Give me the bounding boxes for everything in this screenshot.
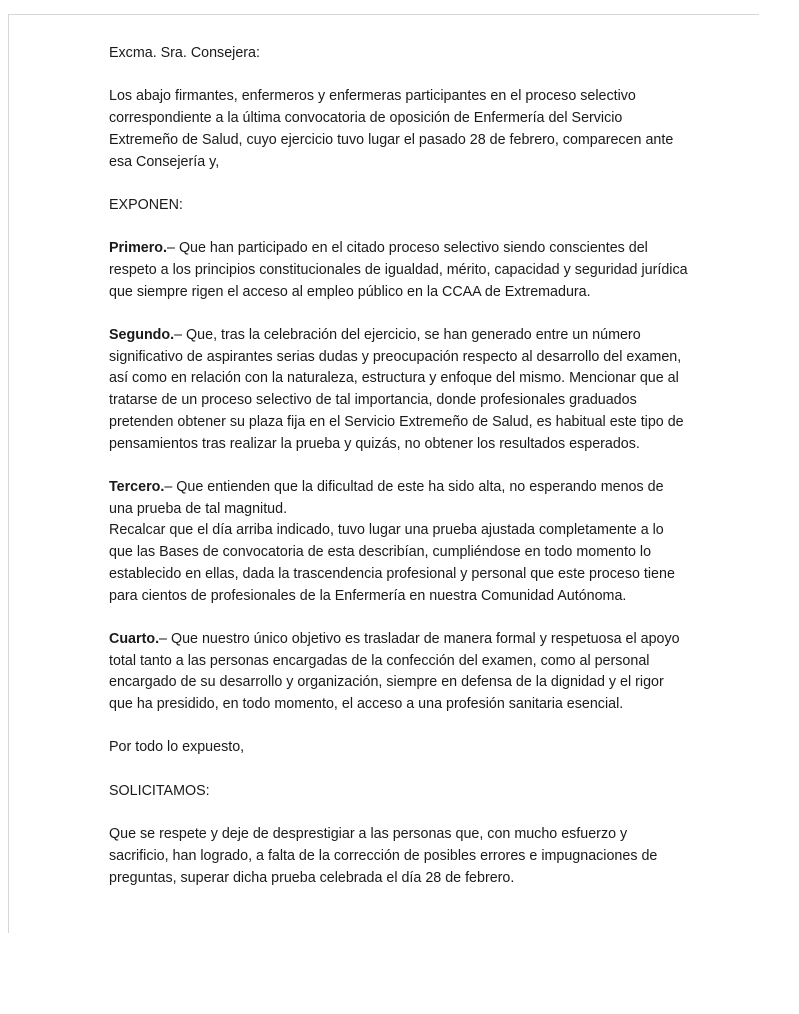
tercero-paragraph-continued: Recalcar que el día arriba indicado, tuvo lugar una prueba ajustada completamente a lo que las Bases de convocatoria de esta describían, cumpliéndose en todo momento lo establecido en ellas, dada la trascendencia profesional y personal que este proceso tiene para cientos de profesionales de la Enfermería en nuestra Comunidad Autónoma. bbox=[109, 522, 675, 604]
tercero-text: – Que entienden que la dificultad de este ha sido alta, no esperando menos de una prueba de tal magnitud. bbox=[109, 478, 664, 517]
cuarto-lead: Cuarto. bbox=[109, 630, 160, 647]
paragraph-gap bbox=[109, 607, 689, 629]
salutation: Excma. Sra. Consejera: bbox=[109, 45, 260, 61]
segundo-lead: Segundo. bbox=[109, 327, 175, 344]
intro-paragraph: Los abajo firmantes, enfermeros y enfermeras participantes en el proceso selectivo correspondiente a la última convocatoria de oposición de Enfermería del Servicio Extremeño de Salud, cuyo ejercicio tuvo lugar el pasado 28 de febrero, comparecen ante esa Consejería y, bbox=[109, 88, 674, 170]
primero-text: – Que han participado en el citado proceso selectivo siendo conscientes del respeto a los principios constitucionales de igualdad, mérito, capacidad y seguridad jurídica que siempre rigen el acceso al empleo público en la CCAA de Extremadura. bbox=[109, 240, 688, 300]
document-body bbox=[109, 43, 689, 889]
paragraph-gap bbox=[109, 759, 689, 781]
document-page bbox=[8, 14, 759, 933]
solicitamos-heading: SOLICITAMOS: bbox=[109, 782, 210, 799]
cuarto-paragraph bbox=[109, 629, 689, 716]
paragraph-gap bbox=[109, 217, 689, 239]
closing-intro: Por todo lo expuesto, bbox=[109, 739, 245, 756]
segundo-text: – Que, tras la celebración del ejercicio, se han generado entre un número significativo de aspirantes serias dudas y preocupación respecto al desarrollo del examen, así como en relación con la naturaleza, estructura y enfoque del mismo. Mencionar que al tratarse de un proceso selectivo de tal importancia, donde profesionales graduados pretenden obtener su plaza fija en el Servicio Extremeño de Salud, es habitual este tipo de pensamientos tras realizar la prueba y quizás, no obtener los resultados esperados. bbox=[109, 327, 684, 452]
request-paragraph: Que se respete y deje de desprestigiar a las personas que, con mucho esfuerzo y sacrificio, han logrado, a falta de la corrección de posibles errores e impugnaciones de preguntas, superar dicha prueba celebrada el día 28 de febrero. bbox=[109, 826, 658, 886]
paragraph-gap bbox=[109, 716, 689, 738]
paragraph-gap bbox=[109, 802, 689, 824]
tercero-lead: Tercero. bbox=[109, 478, 165, 495]
primero-lead: Primero. bbox=[109, 240, 168, 257]
segundo-paragraph bbox=[109, 325, 689, 455]
primero-paragraph bbox=[109, 238, 689, 303]
cuarto-text: – Que nuestro único objetivo es trasladar de manera formal y respetuosa el apoyo total tanto a las personas encargadas de la confección del examen, como al personal encargado de su desarrollo y organización, siempre en defensa de la dignidad y el rigor que ha presidido, en todo momento, el acceso a una profesión sanitaria esencial. bbox=[109, 630, 680, 712]
tercero-paragraph bbox=[109, 477, 689, 520]
paragraph-gap bbox=[109, 173, 689, 195]
paragraph-gap bbox=[109, 65, 689, 87]
paragraph-gap bbox=[109, 455, 689, 477]
exponen-heading: EXPONEN: bbox=[109, 196, 183, 213]
paragraph-gap bbox=[109, 303, 689, 325]
